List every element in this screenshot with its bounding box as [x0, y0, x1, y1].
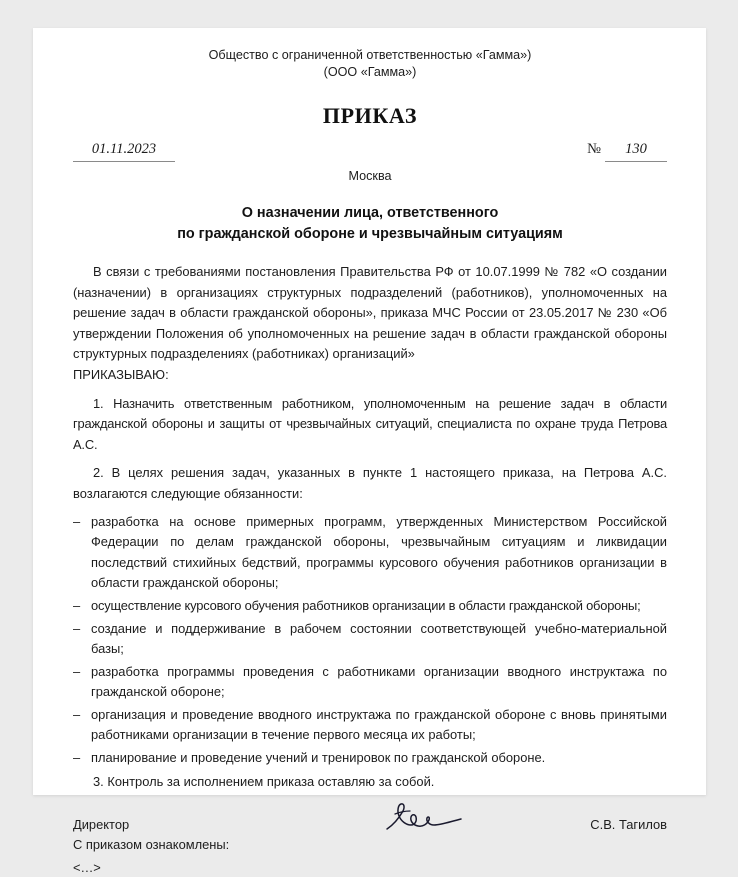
duty-item	[73, 619, 667, 660]
duty-text: осуществление курсового обучения работников организации в области гражданской обороны;	[91, 597, 641, 613]
subject-line-1: О назначении лица, ответственного	[241, 205, 499, 221]
document-number-value: 130	[605, 141, 667, 162]
organization-short-name: (ООО «Гамма»)	[323, 64, 417, 79]
acknowledgement-label: С приказом ознакомлены:	[73, 837, 230, 853]
document-number	[587, 141, 667, 162]
duty-item	[73, 748, 667, 769]
document-page	[33, 28, 706, 875]
signature-row	[73, 815, 667, 835]
document-subject	[73, 203, 667, 245]
duty-item	[73, 705, 667, 746]
clause-1: 1. Назначить ответственным работником, уполномоченным на решение задач в области гражданской обороны и защиты от чрезвычайных ситуаций, специалиста по охране труда Петрова А.С.	[73, 395, 667, 452]
document-body	[73, 262, 667, 792]
acknowledgement-placeholder: <...>	[73, 859, 102, 875]
duty-item	[73, 596, 667, 617]
signatory-name: С.В. Тагилов	[590, 817, 667, 833]
dash-icon: –	[73, 513, 81, 529]
organization-full-name: Общество с ограниченной ответственностью «Гамма»)	[208, 48, 532, 62]
duty-text: разработка программы проведения с работниками организации вводного инструктажа по гражданской обороне;	[91, 663, 667, 700]
dash-icon: –	[73, 706, 81, 722]
document-content	[73, 28, 667, 877]
duties-list	[73, 512, 667, 769]
order-keyword: ПРИКАЗЫВАЮ:	[73, 366, 169, 382]
signatory-role: Директор	[73, 817, 130, 833]
duty-item	[73, 662, 667, 703]
dash-icon: –	[73, 663, 81, 679]
document-date: 01.11.2023	[73, 141, 175, 162]
document-number-label: №	[587, 141, 601, 157]
duty-text: разработка на основе примерных программ, утвержденных Министерством Российской Федерации по делам гражданской обороны, чрезвычайным ситуациям и ликвидации последствий стихийных бедствий, программы курсового обучения работников организации в области гражданской обороны;	[91, 513, 667, 591]
signature-block	[73, 815, 667, 877]
preamble-paragraph: В связи с требованиями постановления Правительства РФ от 10.07.1999 № 782 «О создании (назначении) в организациях структурных подразделений (работников), уполномоченных на решение задач в области гражданской обороны», приказа МЧС России от 23.05.2017 № 230 «Об утверждении Положения об уполномоченных на решение задач в области гражданской обороны структурных подразделениях (работниках) организаций»	[73, 264, 667, 362]
duty-item	[73, 512, 667, 594]
document-city: Москва	[348, 169, 392, 183]
clause-3: 3. Контроль за исполнением приказа оставляю за собой.	[93, 773, 435, 789]
dash-icon: –	[73, 597, 80, 613]
duty-text: создание и поддерживание в рабочем состоянии соответствующей учебно-материальной базы;	[91, 620, 667, 657]
duty-text: организация и проведение вводного инструктажа по гражданской обороне с вновь принятыми работниками организации в течение первого месяца их работы;	[91, 706, 667, 743]
duty-text: планирование и проведение учений и тренировок по гражданской обороне.	[91, 750, 546, 766]
handwritten-signature-icon	[373, 800, 469, 834]
clause-2: 2. В целях решения задач, указанных в пункте 1 настоящего приказа, на Петрова А.С. возлагаются следующие обязанности:	[73, 465, 667, 501]
organization-block	[73, 28, 667, 80]
dash-icon: –	[73, 620, 81, 636]
dash-icon: –	[73, 750, 81, 766]
document-meta-row	[73, 141, 667, 165]
document-title: ПРИКАЗ	[322, 103, 418, 128]
subject-line-2: по гражданской обороне и чрезвычайным ситуациям	[177, 226, 563, 242]
